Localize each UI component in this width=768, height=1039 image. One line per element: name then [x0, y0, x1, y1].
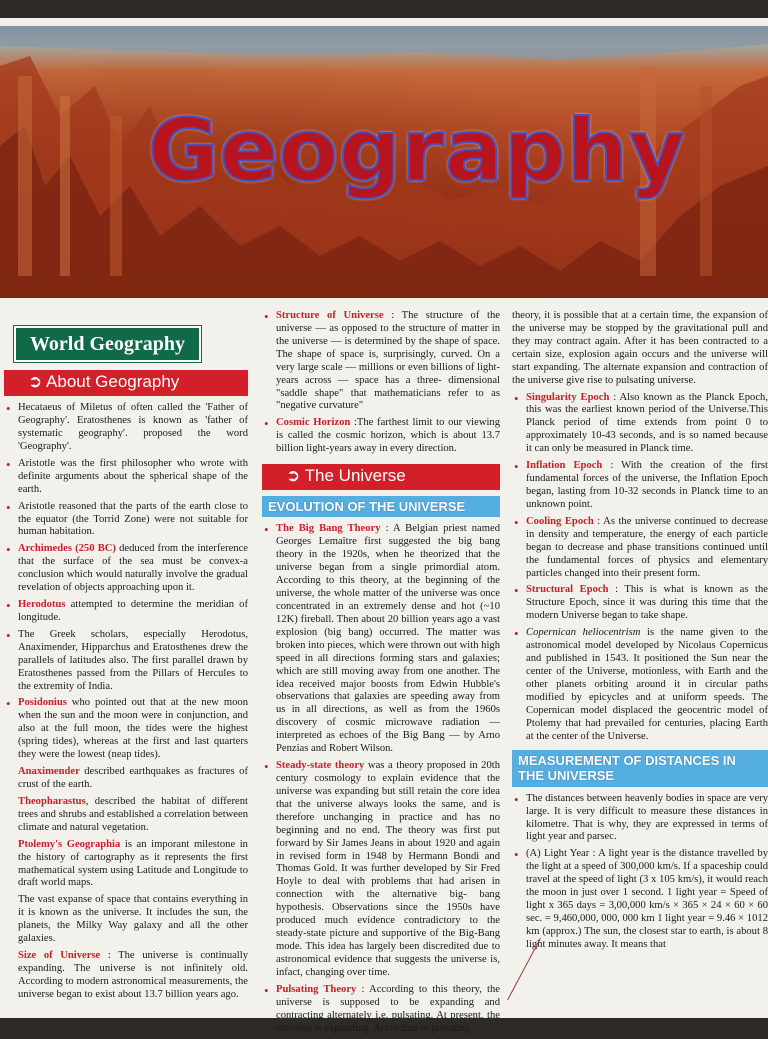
list-item: • Aristotle reasoned that the parts of the earth close to the equator (the Torrid Zone) were not suitable for human habitation.	[4, 501, 248, 540]
pulsating-theory-continued: theory, it is possible that at a certain time, the expansion of the universe may be stopped by the gravitational pull and they may contract again. After it has been contracted to a certain size, explosion again occurs and the universe will start expanding. The alternate expansion and contraction of the universe give rise to pulsating universe.	[512, 310, 768, 386]
list-item: • Cosmic Horizon :The farthest limit to our viewing is called the cosmic horizon, which is about 13.7 billion light-years away in every direction.	[262, 417, 500, 456]
heading-measurement-of-distances: MEASUREMENT OF DISTANCES IN THE UNIVERSE	[512, 750, 768, 787]
list-item: • Singularity Epoch : Also known as the Planck Epoch, this was the earliest known period of the Universe.This Planck period of time extends from point 0 to approximately 10-43 seconds, and is so named because it can only be measured in Planck time.	[512, 392, 768, 457]
column-2	[262, 310, 500, 1039]
list-item: • (A) Light Year : A light year is the distance travelled by the light at a speed of 300,000 km/s. If a spaceship could travel at the speed of light (3 x 105 km/s), it would reach the moon in just over 1 second. 1 light year = Speed of light x 365 days = 3,00,000 km/s × 365 × 24 × 60 × 60 sec. = 9,460,000, 000, 000 km 1 light year = 9.46 × 1012 km (approx.) The sun, the closest star to earth, is about 8 light minutes away. It means that	[512, 848, 768, 951]
hero-canyon-photo	[0, 26, 768, 298]
epochs-list	[512, 392, 768, 744]
list-item: • Copernican heliocentrism is the name given to the astronomical model developed by Nicolaus Copernicus and published in 1543. It positioned the Sun near the center of the Universe, motionless, with Earth and the other planets orbiting around it in circular paths modified by epicycles and at uniform speeds. The Copernican model displaced the geocentric model of Ptolemy that had prevailed for centuries, placing Earth at the center of the Universe.	[512, 627, 768, 743]
list-item: • Hecataeus of Miletus of often called the 'Father of Geography'. Eratosthenes is known as 'father of systematic geography'. proposed the word 'Geography'.	[4, 402, 248, 454]
list-item: Ptolemy's Geographia is an imporant milestone in the history of cartography as it represents the first mathematical system using Latitude and Longitude to draft world maps.	[18, 838, 248, 889]
column-3	[512, 310, 768, 956]
list-item: • Herodotus attempted to determine the meridian of longitude.	[4, 599, 248, 625]
list-item: • The distances between heavenly bodies in space are very large. It is very difficult to measure these distances in kilometre. That is why, they are expressed in terms of light year and parsec.	[512, 793, 768, 845]
list-item: Size of Universe : The universe is continually expanding. The universe is not infinitely old. According to modern astronomical measurements, the universe began to exist about 13.7 billion years ago.	[18, 950, 248, 1000]
list-item: • Steady-state theory was a theory proposed in 20th century cosmology to explain evidence that the universe was expanding but still retain the core idea that the universe always looks the same, and is therefore unchanging in practice and has no beginning and no end. The theory was first put forward by Sir James Jeans in about 1920 and again in revised form in 1948 by Hermann Bondi and Thomas Gold. It was further developed by Sir Fred Hoyle to deal with problems that had arisen in connection with the alternative big- bang hypothesis. Observations since the 1950s have produced much evidence contradictory to the steady-state picture and supportive of the Big-Bang mode. This idea has largely been discredited due to astronomical evidence that suggests the universe is, infact, changing over time.	[262, 760, 500, 980]
list-item: Anaximender described earthquakes as fractures of crust of the earth.	[18, 766, 248, 791]
list-item: • Structure of Universe : The structure of the universe — as opposed to the structure of matter in the universe — is determined by the shape of space. The shape of space is, surprisingly, curved. On a very large scale — millions or even billions of light-years across — space has a three- dimensional "saddle shape" that mathematicians refer to as "negative curvature"	[262, 310, 500, 413]
column-1	[4, 310, 248, 1006]
list-item: The vast expanse of space that contains everything in it is known as the universe. It includes the sun, the planets, the Milky Way galaxy and all the other galaxies.	[18, 894, 248, 945]
distance-measurement-list	[512, 793, 768, 952]
magazine-page	[0, 18, 768, 1034]
universe-structure-list	[262, 310, 500, 456]
list-item: • Cooling Epoch : As the universe continued to decrease in density and temperature, the energy of each particle began to decrease and phase transitions continued until the fundamental forces of physics and elementary particles changed into their present form.	[512, 516, 768, 581]
heading-evolution-of-universe: EVOLUTION OF THE UNIVERSE	[262, 496, 500, 518]
list-item: • Inflation Epoch : With the creation of the first fundamental forces of the universe, the Inflation Epoch began, lasting from 10-32 seconds in Planck time to an unknown point.	[512, 460, 768, 512]
list-item: • Pulsating Theory : According to this theory, the universe is supposed to be expanding and contracting alternately i.e. pulsating. At present, the universe is expanding. According to pulsating	[262, 984, 500, 1036]
list-item: Theopharastus, described the habitat of different trees and shrubs and established a correlation between climate and natural vegetation.	[18, 795, 248, 833]
heading-the-universe: ➲ The Universe	[262, 464, 500, 490]
heading-world-geography: World Geography	[14, 326, 201, 362]
about-geography-list	[4, 402, 248, 1002]
list-item: • Aristotle was the first philosopher who wrote with definite arguments about the spherical shape of the earth.	[4, 458, 248, 497]
list-item: • The Greek scholars, especially Herodotus, Anaximender, Hipparchus and Eratosthenes drew the parallels of latitudes also. The first parallel drawn by Eratosthenes passed from the Pillars of Hercules to the extremity of India.	[4, 629, 248, 694]
page-title: Geography	[148, 101, 686, 201]
universe-theories-list	[262, 523, 500, 1035]
list-item: • Posidonius who pointed out that at the new moon when the sun and the moon were in conjunction, and also at the full moon, the tides were the highest (spring tides), whereas at the first and last quarters they were the lowest (neap tides).	[4, 697, 248, 762]
heading-about-geography: ➲ About Geography	[4, 370, 248, 396]
list-item: • Structural Epoch : This is what is known as the Structure Epoch, since it was during this time that the modern Universe began to take shape.	[512, 584, 768, 623]
list-item: • The Big Bang Theory : A Belgian priest named Georges Lemaître first suggested the big bang theory in the 1920s, when he theorized that the universe began from a single primordial atom. According to this theory, at the beginning of the universe, the whole matter of the universe was once concentrated in an extremely dense and hot (~10 12K) fireball. Then about 20 billion years ago a vast explosion (big bang) occurred. The matter was broken into pieces, which were thrown out with high speed in all directions forming stars and galaxies; which are still moving away from one another. The idea received major boosts from Edwin Hubble's observations that galaxies are speeding away from us in all directions, as well as from the 1960s discovery of cosmic microwave radiation — interpreted as echoes of the Big Bang — by Arno Penzias and Robert Wilson.	[262, 523, 500, 756]
list-item: • Archimedes (250 BC) deduced from the interference that the surface of the sea must be convex-a conclusion which would naturally involve the gradual revelation of objects approaching upon it.	[4, 543, 248, 595]
